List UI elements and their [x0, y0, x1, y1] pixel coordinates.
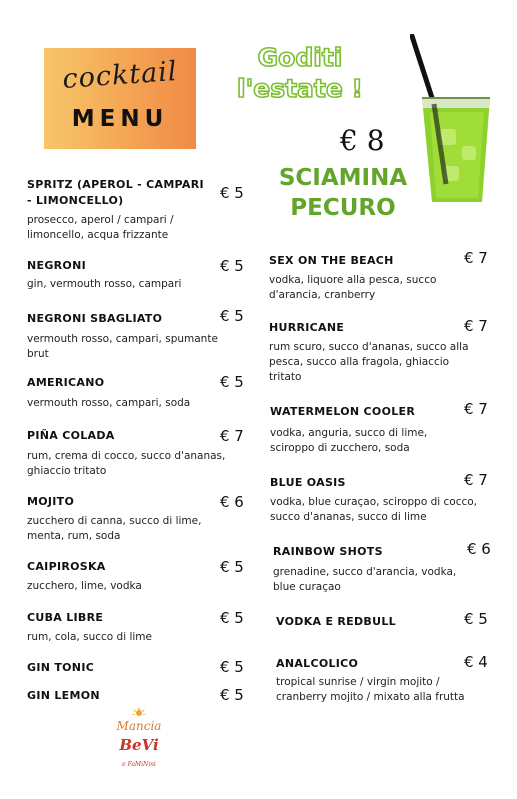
item-price: € 5: [220, 307, 244, 325]
item-price: € 4: [464, 653, 488, 671]
menu-item-caipiroska: [27, 559, 255, 599]
item-name: SPRITZ (APEROL - CAMPARI - LIMONCELLO): [27, 178, 204, 207]
item-price: € 5: [220, 658, 244, 676]
item-description: vodka, anguria, succo di lime, sciroppo di zucchero, soda: [270, 427, 428, 454]
item-name: RAINBOW SHOTS: [273, 545, 383, 558]
item-description: grenadine, succo d'arancia, vodka, blue curaçao: [273, 566, 457, 593]
item-price: € 5: [220, 257, 244, 275]
menu-item-analcolico: [276, 653, 506, 711]
logo-text-tagline: e FaMiNmi: [122, 761, 156, 768]
menu-item-mojito: [27, 494, 255, 549]
item-price: € 5: [220, 184, 244, 202]
item-price: € 5: [220, 373, 244, 391]
menu-item-americano: [27, 375, 255, 415]
cocktail-script-title: cocktail: [61, 56, 179, 95]
item-price: € 7: [464, 317, 488, 335]
item-description: zucchero di canna, succo di lime, menta, rum, soda: [27, 515, 202, 542]
item-price: € 7: [464, 471, 488, 489]
menu-item-gin-tonic: [27, 660, 255, 680]
green-cocktail-glass-image: [410, 34, 494, 206]
menu-item-hurricane: [269, 317, 499, 390]
item-description: vodka, liquore alla pesca, succo d'arancia, cranberry: [269, 274, 437, 301]
item-description: rum, crema di cocco, succo d'ananas, ghiaccio tritato: [27, 450, 226, 477]
menu-title: MENU: [71, 106, 169, 132]
item-description: tropical sunrise / virgin mojito / cranberry mojito / mixato alla frutta: [276, 676, 465, 703]
menu-item-rainbow-shots: [273, 540, 503, 599]
item-price: € 5: [464, 610, 488, 628]
item-description: rum scuro, succo d'ananas, succo alla pesca, succo alla fragola, ghiaccio tritato: [269, 341, 469, 383]
item-name: WATERMELON COOLER: [270, 405, 416, 418]
menu-title-badge: [44, 48, 196, 149]
item-price: € 5: [220, 558, 244, 576]
item-name: NEGRONI: [27, 259, 86, 272]
menu-item-negroni-sbagliato: [27, 307, 255, 366]
item-description: rum, cola, succo di lime: [27, 631, 152, 643]
item-price: € 7: [220, 427, 244, 445]
item-description: vodka, blue curaçao, sciroppo di cocco, succo d'ananas, succo di lime: [270, 496, 478, 523]
promo-name-line1: SCIAMINA: [278, 165, 408, 191]
menu-item-cuba-libre: [27, 610, 255, 650]
logo-text-mancia: Mancia: [116, 719, 162, 733]
item-name: VODKA E REDBULL: [276, 615, 396, 628]
item-name: CAIPIROSKA: [27, 560, 106, 573]
item-description: vermouth rosso, campari, soda: [27, 397, 191, 409]
item-description: zucchero, lime, vodka: [27, 580, 142, 592]
promo-name-line2: PECURO: [290, 195, 396, 221]
promo-slogan-line1: Goditi: [257, 43, 343, 72]
menu-item-sex-on-the-beach: [269, 249, 499, 308]
item-name: ANALCOLICO: [276, 657, 359, 670]
item-name: CUBA LIBRE: [27, 611, 104, 624]
item-price: € 7: [464, 249, 488, 267]
menu-item-blue-oasis: [270, 471, 500, 530]
item-name: HURRICANE: [269, 321, 345, 334]
mancia-bevi-logo: [110, 706, 168, 774]
menu-item-gin-lemon: [27, 688, 255, 708]
item-price: € 5: [220, 686, 244, 704]
item-price: € 6: [220, 493, 244, 511]
item-name: SEX ON THE BEACH: [269, 254, 394, 267]
item-name: GIN TONIC: [27, 661, 95, 674]
item-price: € 7: [464, 400, 488, 418]
item-name: NEGRONI SBAGLIATO: [27, 312, 163, 325]
item-description: vermouth rosso, campari, spumante brut: [27, 333, 218, 360]
item-name: AMERICANO: [27, 376, 105, 389]
menu-item-negroni: [27, 258, 255, 298]
item-price: € 5: [220, 609, 244, 627]
item-description: gin, vermouth rosso, campari: [27, 278, 182, 290]
menu-item-pina-colada: [27, 428, 255, 483]
promo-slogan-line2: l'estate !: [237, 74, 363, 103]
item-description: prosecco, aperol / campari / limoncello, acqua frizzante: [27, 214, 174, 241]
item-name: MOJITO: [27, 495, 75, 508]
promo-price: € 8: [340, 124, 385, 157]
menu-item-spritz: [27, 177, 255, 247]
item-price: € 6: [467, 540, 491, 558]
menu-item-watermelon-cooler: [270, 400, 500, 459]
menu-item-vodka-redbull: [276, 610, 506, 634]
promo-name: [268, 163, 418, 223]
item-name: PIÑA COLADA: [27, 429, 115, 442]
promo-slogan: [230, 42, 370, 104]
item-name: GIN LEMON: [27, 689, 100, 702]
logo-text-bevi: BeVi: [119, 736, 159, 754]
item-name: BLUE OASIS: [270, 476, 346, 489]
